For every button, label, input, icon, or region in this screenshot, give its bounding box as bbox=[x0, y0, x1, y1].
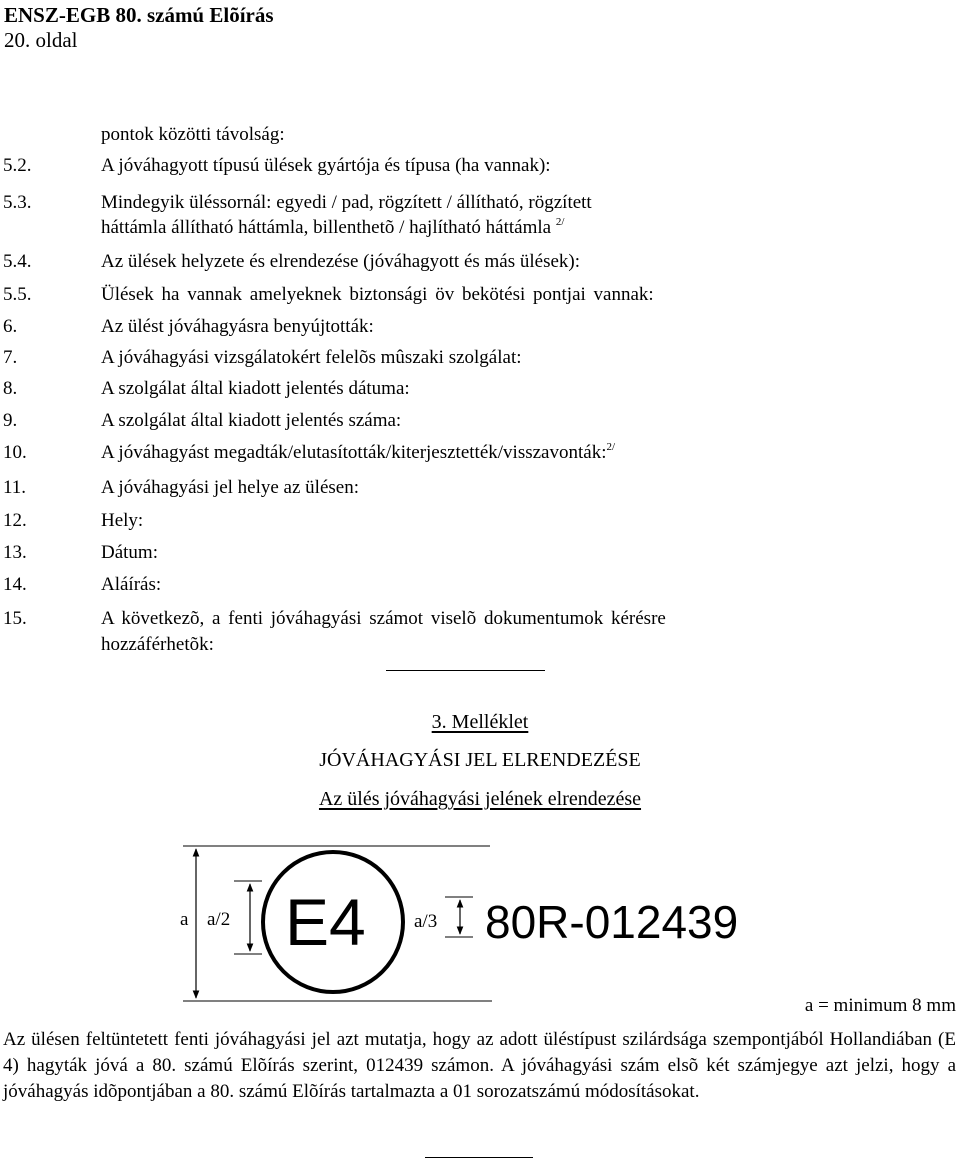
footnote-ref: 2/ bbox=[555, 216, 565, 228]
approval-mark-diagram bbox=[0, 830, 960, 1010]
dimension-label-a: a bbox=[180, 909, 189, 930]
country-code-text: E4 bbox=[285, 885, 366, 959]
item-text-wrap: A jóváhagyást megadták/elutasították/kiterjesztették/visszavonták:$^{2/}$ bbox=[101, 441, 616, 463]
item-text: A jóváhagyási jel helye az ülésen: bbox=[101, 477, 359, 498]
annex-title: JÓVÁHAGYÁSI JEL ELRENDEZÉSE bbox=[319, 749, 641, 771]
item-text-continued: háttámla állítható háttámla, billenthetõ / hajlítható háttámla $^{2/}$ bbox=[101, 216, 565, 238]
page-number: 20. oldal bbox=[4, 28, 78, 52]
dimension-label-a2: a/2 bbox=[207, 909, 231, 930]
approval-number: 80R-012439 bbox=[485, 896, 739, 948]
item-text: A jóváhagyási vizsgálatokért felelõs mûszaki szolgálat: bbox=[101, 347, 522, 368]
list-item bbox=[0, 192, 960, 244]
dimension-note: a = minimum 8 mm bbox=[804, 995, 956, 1016]
annex-subtitle: Az ülés jóváhagyási jelének elrendezése bbox=[318, 788, 642, 810]
item-text: A következõ, a fenti jóváhagyási számot viselõ dokumentumok kérésre bbox=[101, 608, 666, 629]
document-title: ENSZ-EGB 80. számú Elõírás bbox=[4, 3, 274, 27]
item-number: 12. bbox=[3, 510, 27, 531]
item-number: 5.2. bbox=[3, 155, 32, 176]
annex-label: 3. Melléklet bbox=[431, 711, 529, 733]
explanation-paragraph: Az ülésen feltüntetett fenti jóváhagyási jel azt mutatja, hogy az adott üléstípust szilárdsága szempontjából Hollandiában (E 4) hagyták jóvá a 80. számú Elõírás szerint, 012439 számon. A jóváhagyási szám elsõ két számjegye azt jelzi, hogy a jóváhagyás idõpontjában a 80. számú Elõírás tartalmazta a 01 sorozatszámú módosításokat. bbox=[3, 1029, 956, 1102]
item-text: Az ülések helyzete és elrendezése (jóváhagyott és más ülések): bbox=[101, 251, 581, 272]
item-text: A szolgálat által kiadott jelentés száma: bbox=[101, 410, 402, 431]
footnote-ref: 2/ bbox=[606, 441, 616, 453]
item-text: A jóváhagyott típusú ülések gyártója és típusa (ha vannak): bbox=[101, 155, 551, 176]
dimension-label-a3: a/3 bbox=[414, 911, 438, 932]
item-text: Mindegyik üléssornál: egyedi / pad, rögzített / állítható, rögzített bbox=[101, 192, 592, 213]
item-number: 15. bbox=[3, 608, 27, 629]
item-number: 6. bbox=[3, 316, 18, 337]
item-number: 5.4. bbox=[3, 251, 32, 272]
item-text: Ülések ha vannak amelyeknek biztonsági öv bekötési pontjai vannak: bbox=[101, 284, 654, 305]
item-number: 9. bbox=[3, 410, 18, 431]
item-number: 11. bbox=[3, 477, 27, 498]
separator-line-bottom bbox=[425, 1157, 533, 1158]
item-number: 8. bbox=[3, 378, 18, 399]
item-text-continued: hozzáférhetõk: bbox=[101, 634, 214, 655]
item-text: pontok közötti távolság: bbox=[101, 124, 285, 145]
item-number: 10. bbox=[3, 442, 27, 463]
list-item bbox=[0, 608, 960, 660]
item-text: Hely: bbox=[101, 510, 144, 531]
item-number: 5.5. bbox=[3, 284, 32, 305]
item-text: Dátum: bbox=[101, 542, 158, 563]
item-text: Aláírás: bbox=[101, 574, 162, 595]
item-number: 13. bbox=[3, 542, 27, 563]
item-number: 5.3. bbox=[3, 192, 32, 213]
item-number: 7. bbox=[3, 347, 18, 368]
item-number: 14. bbox=[3, 574, 27, 595]
item-text: Az ülést jóváhagyásra benyújtották: bbox=[101, 316, 374, 337]
item-text: A szolgálat által kiadott jelentés dátuma: bbox=[101, 378, 410, 399]
separator-line bbox=[386, 670, 545, 671]
